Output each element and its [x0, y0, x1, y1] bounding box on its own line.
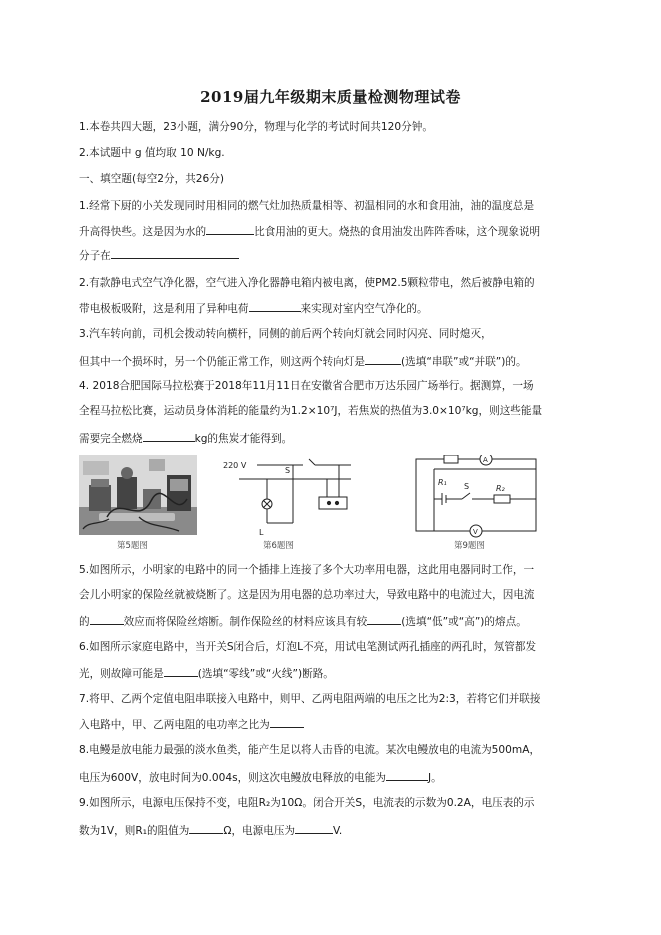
fig6 — [219, 455, 369, 553]
q1-text-c: 分子在 — [79, 250, 111, 262]
q3-blank-1[interactable] — [365, 353, 401, 365]
fig9-switch-label: S — [464, 482, 470, 491]
q6-text-b: (选填“零线”或“火线”)断路。 — [197, 668, 334, 680]
q2-line1: 2.有款静电式空气净化器，空气进入净化器静电箱内被电离，使PM2.5颗粒带电，然后被静电箱的 — [79, 277, 535, 289]
q1-blank-2[interactable] — [111, 247, 239, 259]
fig6-caption: 第6题图 — [263, 541, 294, 551]
q4-line1: 4. 2018合肥国际马拉松赛于2018年11月11日在安徽省合肥市万达乐园广场举行。据测算，一场 — [79, 380, 534, 392]
fig5-photo — [79, 455, 197, 535]
q9-blank-1[interactable] — [189, 822, 223, 834]
q8-text-a: 电压为600V，放电时间为0.004s，则这次电鳗放电释放的电能为 — [79, 772, 386, 784]
q3-text-a: 但其中一个损坏时，另一个仍能正常工作，则这两个转向灯是 — [79, 356, 366, 368]
q4-line3 — [79, 430, 589, 446]
q8-blank-1[interactable] — [386, 769, 428, 781]
q5-blank-2[interactable] — [367, 613, 401, 625]
q6-blank-1[interactable] — [164, 665, 198, 677]
fig5 — [79, 455, 197, 553]
fig6-switch-label: S — [285, 466, 291, 475]
q2-text-a: 带电极板吸附，这是利用了异种电荷 — [79, 303, 249, 315]
fig9 — [414, 455, 544, 553]
fig6-lamp-label: L — [259, 528, 264, 537]
note-2: 2.本试题中 g 值均取 10 N/kg. — [79, 147, 225, 159]
q9-blank-2[interactable] — [295, 822, 333, 834]
note-1: 1.本卷共四大题，23小题，满分90分，物理与化学的考试时间共120分钟。 — [79, 121, 433, 133]
q8-line1: 8.电鳗是放电能力最强的淡水鱼类，能产生足以将人击昏的电流。某次电鳗放电的电流为500mA， — [79, 744, 541, 756]
q5-line2: 会儿小明家的保险丝就被烧断了。这是因为用电器的总功率过大，导致电路中的电流过大，因电流 — [79, 589, 535, 601]
q7-blank-1[interactable] — [270, 716, 304, 728]
q5-text-b: 效应而将保险丝熔断。制作保险丝的材料应该具有较 — [123, 616, 368, 628]
q7-line1: 7.将甲、乙两个定值电阻串联接入电路中，则甲、乙两电阻两端的电压之比为2:3，若将它们并联接 — [79, 693, 541, 705]
q1-line1: 1.经常下厨的小关发现同时用相同的燃气灶加热质量相等、初温相同的水和食用油，油的温度总是 — [79, 200, 535, 212]
q2-text-b: 来实现对室内空气净化的。 — [300, 303, 428, 315]
fig9-r1-label: R₁ — [438, 478, 447, 487]
page-title: 2019届九年级期末质量检测物理试卷 — [200, 88, 461, 106]
q5-text-c: (选填“低”或“高”)的熔点。 — [401, 616, 527, 628]
q3-line1: 3.汽车转向前，司机会拨动转向横杆，同侧的前后两个转向灯就会同时闪亮、同时熄灭， — [79, 328, 492, 340]
q6-text-a: 光，则故障可能是 — [79, 668, 164, 680]
q6-line2 — [79, 665, 589, 681]
q9-text-c: V. — [333, 825, 343, 837]
fig6-voltage-label: 220 V — [223, 461, 247, 470]
fig6-circuit — [219, 455, 369, 539]
q4-text-a: 需要完全燃烧 — [79, 433, 143, 445]
q2-blank-1[interactable] — [249, 300, 301, 312]
q4-text-b: kg的焦炭才能得到。 — [194, 433, 293, 445]
q5-line1: 5.如图所示，小明家的电路中的同一个插排上连接了多个大功率用电器，这此用电器同时工作，一 — [79, 564, 535, 576]
q8-text-b: J。 — [427, 772, 442, 784]
q2-line2 — [79, 300, 589, 316]
fig5-caption: 第5题图 — [117, 541, 148, 551]
q9-text-b: Ω，电源电压为 — [223, 825, 296, 837]
q9-line1: 9.如图所示，电源电压保持不变，电阻R₂为10Ω。闭合开关S，电流表的示数为0.2A，电压表的示 — [79, 797, 535, 809]
q9-text-a: 数为1V，则R₁的阻值为 — [79, 825, 190, 837]
fig9-ammeter-label: A — [483, 456, 488, 464]
fig9-r2-label: R₂ — [496, 484, 505, 493]
figures-row — [79, 455, 589, 553]
q5-text-a: 的 — [79, 616, 90, 628]
q5-line3 — [79, 613, 589, 629]
q1-text-a: 升高得快些。这是因为水的 — [79, 226, 207, 238]
q3-line2 — [79, 353, 589, 369]
section-heading: 一、填空题(每空2分，共26分) — [79, 173, 225, 185]
q1-line2 — [79, 223, 589, 239]
q4-line2: 全程马拉松比赛，运动员身体消耗的能量约为1.2×10⁷J，若焦炭的热值为3.0×10⁷kg，则这些能量 — [79, 405, 543, 417]
fig9-circuit — [414, 455, 544, 539]
q1-line3 — [79, 247, 589, 263]
q8-line2 — [79, 769, 589, 785]
fig9-voltmeter-label: V — [473, 528, 478, 536]
q6-line1: 6.如图所示家庭电路中，当开关S闭合后，灯泡L不亮，用试电笔测试两孔插座的两孔时，氖管都发 — [79, 641, 537, 653]
q3-text-b: (选填“串联”或“并联”)的。 — [401, 356, 527, 368]
q4-blank-1[interactable] — [143, 430, 195, 442]
q1-blank-1[interactable] — [206, 223, 254, 235]
q9-line2 — [79, 822, 589, 838]
q1-text-b: 比食用油的更大。烧热的食用油发出阵阵香味，这个现象说明 — [254, 226, 541, 238]
fig9-caption: 第9题图 — [454, 541, 485, 551]
q7-line2 — [79, 716, 589, 732]
q7-text-a: 入电路中，甲、乙两电阻的电功率之比为 — [79, 719, 270, 731]
q5-blank-1[interactable] — [90, 613, 124, 625]
